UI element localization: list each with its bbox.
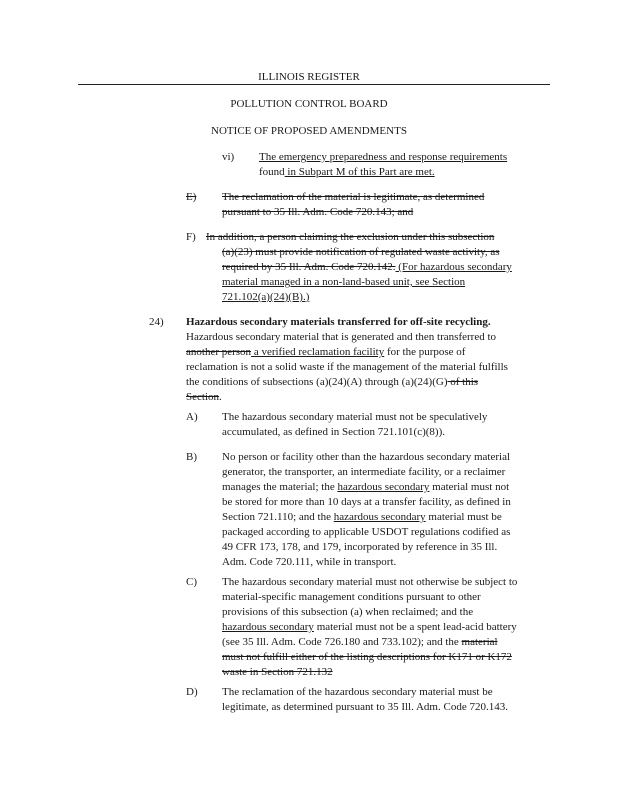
c-line-1: The hazardous secondary material must not otherwise be subject to: [222, 576, 518, 588]
b-label: B): [186, 451, 197, 463]
a-line-2: accumulated, as defined in Section 721.101(c)(8)).: [222, 426, 445, 438]
f-line-3: required by 35 Ill. Adm. Code 720.142. (For hazardous secondary: [222, 261, 512, 273]
p24-line-1: Hazardous secondary materials transferred for off-site recycling.: [186, 316, 491, 328]
e-label: E): [186, 191, 197, 203]
f-label: F): [186, 231, 196, 243]
c-line-2: material-specific management conditions pursuant to other: [222, 591, 481, 603]
b-line-8: Adm. Code 720.111, while in transport.: [222, 556, 397, 568]
c-line-5: (see 35 Ill. Adm. Code 726.180 and 733.102); and the material: [222, 636, 498, 648]
f-line-2: (a)(23) must provide notification of regulated waste activity, as: [222, 246, 500, 258]
c-label: C): [186, 576, 197, 588]
p24-line-6: Section.: [186, 391, 222, 403]
f-line-1: In addition, a person claiming the exclusion under this subsection: [206, 231, 495, 243]
b-line-3: manages the material; the hazardous secondary material must not: [222, 481, 510, 493]
vi-line-2: found in Subpart M of this Part are met.: [259, 166, 435, 178]
b-line-7: 49 CFR 173, 178, and 179, incorporated by reference in 35 Ill.: [222, 541, 498, 553]
b-line-2: generator, the transporter, an intermediate facility, or a reclaimer: [222, 466, 506, 478]
f-line-4: material managed in a non-land-based unit, see Section: [222, 276, 466, 288]
vi-label: vi): [222, 151, 235, 163]
register-title: ILLINOIS REGISTER: [258, 71, 360, 83]
board-title: POLLUTION CONTROL BOARD: [230, 98, 388, 110]
b-line-4: be stored for more than 10 days at a transfer facility, as defined in: [222, 496, 511, 508]
notice-title: NOTICE OF PROPOSED AMENDMENTS: [211, 125, 407, 137]
c-line-3: provisions of this subsection (a) when reclaimed; and the: [222, 606, 474, 618]
a-line-1: The hazardous secondary material must not be speculatively: [222, 411, 488, 423]
d-line-1: The reclamation of the hazardous secondary material must be: [222, 686, 493, 698]
f-line-5: 721.102(a)(24)(B).): [222, 291, 310, 303]
p24-line-3: another person a verified reclamation facility for the purpose of: [186, 346, 466, 358]
d-label: D): [186, 686, 198, 698]
p24-line-2: Hazardous secondary material that is generated and then transferred to: [186, 331, 497, 343]
d-line-2: legitimate, as determined pursuant to 35 Ill. Adm. Code 720.143.: [222, 701, 508, 713]
e-line-1: The reclamation of the material is legitimate, as determined: [222, 191, 485, 203]
b-line-5: Section 721.110; and the hazardous secondary material must be: [222, 511, 502, 523]
vi-line-1: The emergency preparedness and response requirements: [259, 151, 508, 163]
p24-line-5: the conditions of subsections (a)(24)(A) through (a)(24)(G) of this: [186, 376, 479, 388]
p24-line-4: reclamation is not a solid waste if the management of the material fulfills: [186, 361, 508, 373]
p24-label: 24): [149, 316, 164, 328]
c-line-7: waste in Section 721.132: [222, 666, 333, 678]
c-line-6: must not fulfill either of the listing descriptions for K171 or K172: [222, 651, 512, 663]
b-line-6: packaged according to applicable USDOT regulations codified as: [222, 526, 511, 538]
c-line-4: hazardous secondary material must not be a spent lead-acid battery: [222, 621, 517, 633]
e-line-2: pursuant to 35 Ill. Adm. Code 720.143; and: [222, 206, 414, 218]
b-line-1: No person or facility other than the hazardous secondary material: [222, 451, 511, 463]
a-label: A): [186, 411, 198, 423]
